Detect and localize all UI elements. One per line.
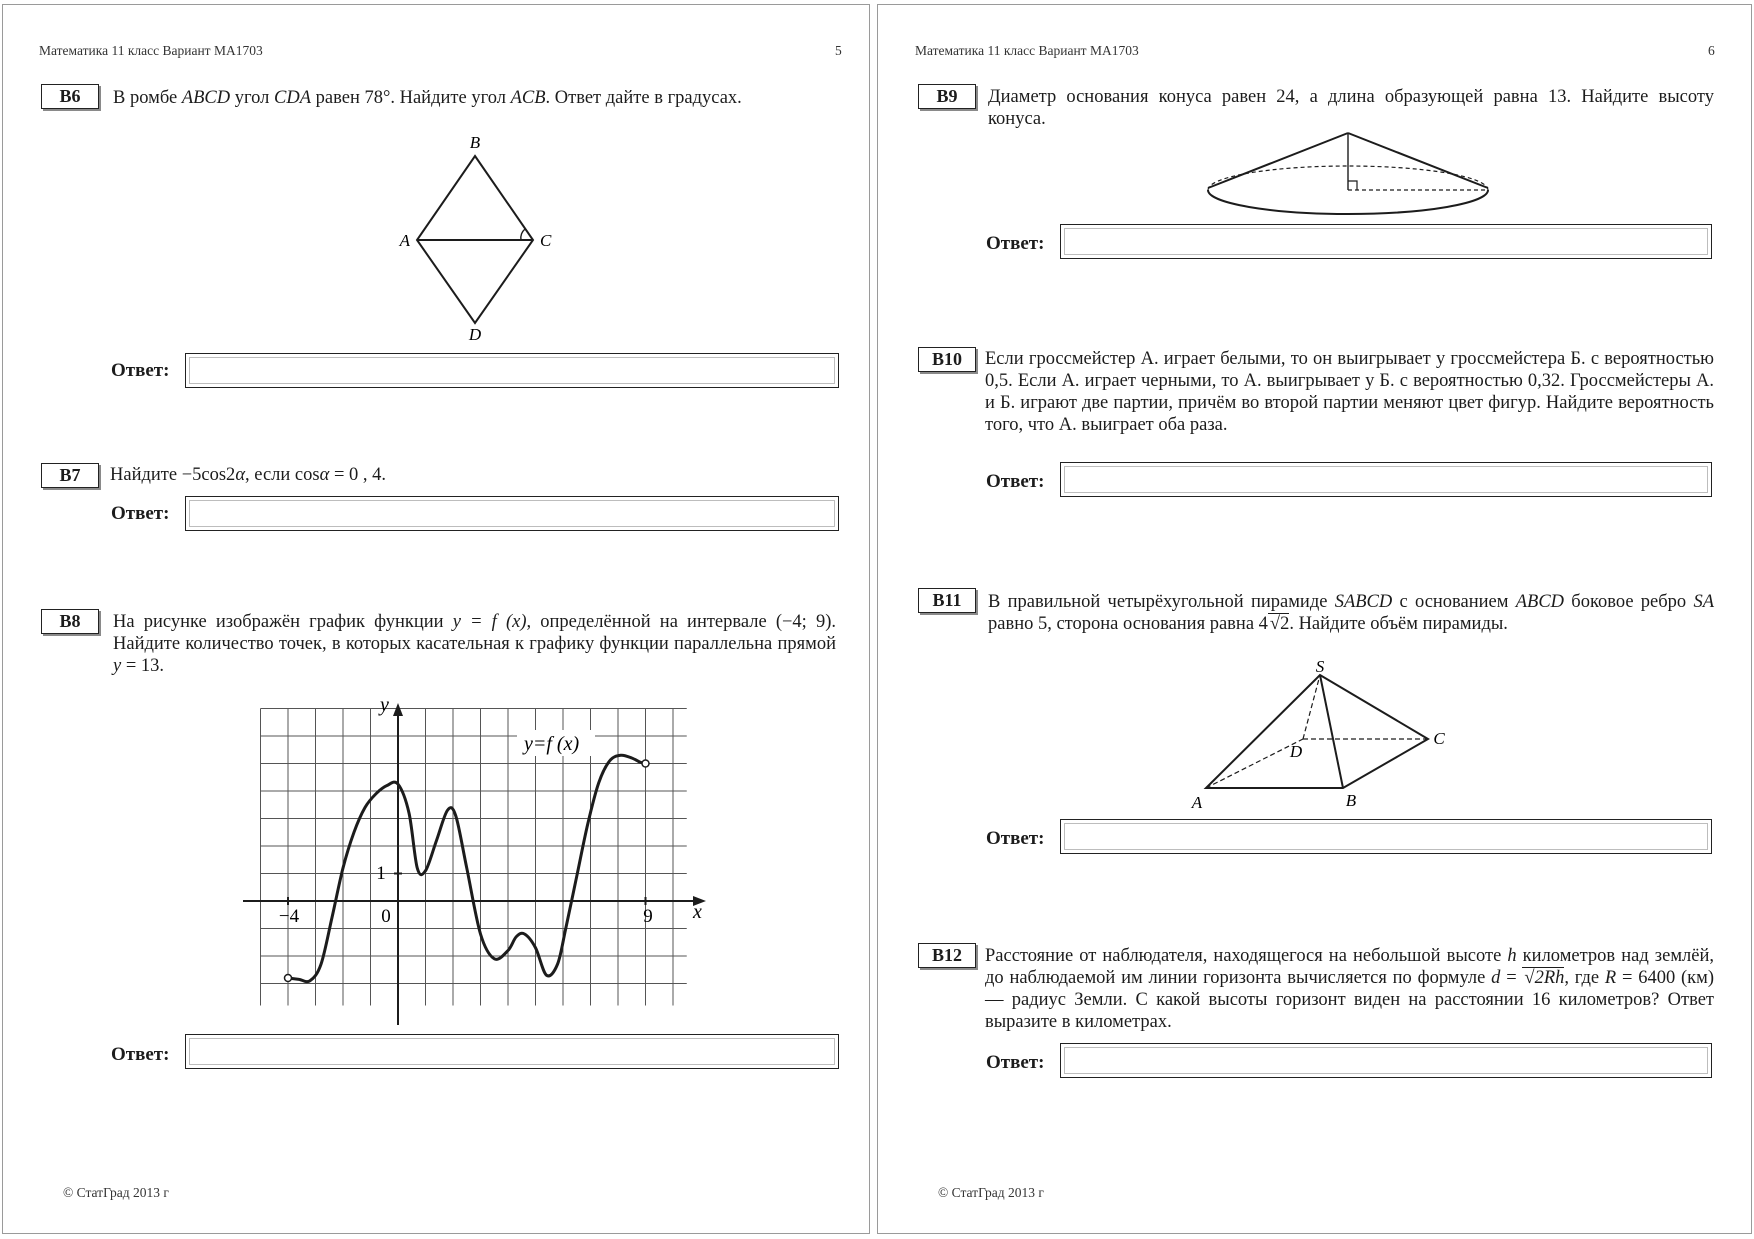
cone-figure: [1203, 125, 1493, 225]
answer-label: Ответ:: [111, 1044, 170, 1065]
y-axis-label: y: [380, 694, 389, 716]
task-text-b9: Диаметр основания конуса равен 24, а длина образующей равна 13. Найдите высоту конуса.: [988, 87, 1714, 129]
y-axis-arrow: [393, 703, 403, 716]
function-curve: [288, 755, 646, 981]
task-badge-b9: B9: [918, 84, 976, 109]
y-tick-label-1: 1: [376, 863, 386, 884]
task-text-b10: Если гроссмейстер А. играет белыми, то он выигрывает у гроссмейстера Б. с вероятностью 0,5. Если А. играет черными, то А. выигрывает у Б. с вероятностью 0,32. Гроссмейстеры А. и Б. играют две партии, причём во второй партии меняют цвет фигур. Найдите вероятность того, что А. выиграет оба раза.: [985, 349, 1714, 435]
x-tick-label-0: 0: [381, 906, 391, 927]
page-number: 6: [1708, 43, 1715, 58]
task-text-b8: На рисунке изображён график функции y = f (x), определённой на интервале (−4; 9). Найдите количество точек, в которых касательная к графику функции параллельна прямой y = 13.: [113, 612, 836, 676]
pyramid-label-b: B: [1345, 791, 1357, 810]
page-right: [877, 4, 1752, 1234]
vertex-label-b: B: [469, 133, 481, 152]
footer: © СтатГрад 2013 г: [938, 1185, 1044, 1200]
answer-field-b8[interactable]: [185, 1034, 839, 1069]
page-left: [2, 4, 870, 1234]
x-axis-label: x: [693, 901, 702, 923]
answer-label: Ответ:: [111, 360, 170, 381]
task-badge-b12: B12: [918, 943, 976, 968]
pyramid-figure: [1188, 657, 1478, 812]
task-badge-b10: B10: [918, 347, 976, 372]
answer-label: Ответ:: [986, 1052, 1045, 1073]
answer-field-b10[interactable]: [1060, 462, 1712, 497]
running-header: Математика 11 класс Вариант МА1703: [915, 43, 1139, 58]
answer-field-b11[interactable]: [1060, 819, 1712, 854]
task-badge-b11: B11: [918, 588, 976, 613]
x-tick-label-neg4: −4: [278, 906, 300, 927]
task-badge-b7: B7: [41, 463, 99, 488]
task-badge-b6: B6: [41, 84, 99, 109]
running-header: Математика 11 класс Вариант МА1703: [39, 43, 263, 58]
open-endpoint: [642, 760, 649, 767]
pyramid-label-s: S: [1315, 657, 1325, 676]
vertex-label-a: A: [399, 231, 410, 250]
function-label: y=f (x): [524, 733, 580, 755]
answer-field-b9[interactable]: [1060, 224, 1712, 259]
answer-label: Ответ:: [111, 503, 170, 524]
answer-label: Ответ:: [986, 828, 1045, 849]
pyramid-label-a: A: [1191, 793, 1203, 812]
open-endpoint: [285, 975, 292, 982]
task-text-b7: Найдите −5cos2α, если cosα = 0 , 4.: [110, 465, 386, 485]
task-text-b12: Расстояние от наблюдателя, находящегося на небольшой высоте h километров над землёй, до наблюдаемой им линии горизонта вычисляется по формуле d = √2Rh, где R = 6400 (км) — радиус Земли. С какой высоты горизонт виден на расстоянии 16 километров? Ответ выразите в километрах.: [985, 946, 1715, 1032]
x-tick-label-9: 9: [643, 906, 653, 927]
vertex-label-d: D: [468, 325, 482, 344]
answer-field-b12[interactable]: [1060, 1043, 1712, 1078]
answer-label: Ответ:: [986, 233, 1045, 254]
pyramid-label-c: C: [1433, 729, 1445, 748]
footer: © СтатГрад 2013 г: [63, 1185, 169, 1200]
task-text-b11: В правильной четырёхугольной пирамиде SABCD с основанием ABCD боковое ребро SA равно 5, сторона основания равна 4 √2. Найдите объём пирамиды.: [988, 592, 1714, 634]
answer-label: Ответ:: [986, 471, 1045, 492]
pyramid-label-d: D: [1289, 742, 1303, 761]
task-badge-b8: B8: [41, 609, 99, 634]
vertex-label-c: C: [540, 231, 552, 250]
page-number: 5: [835, 43, 842, 58]
task-text-b6: В ромбе ABCD угол CDA равен 78°. Найдите угол ACB. Ответ дайте в градусах.: [113, 88, 742, 108]
